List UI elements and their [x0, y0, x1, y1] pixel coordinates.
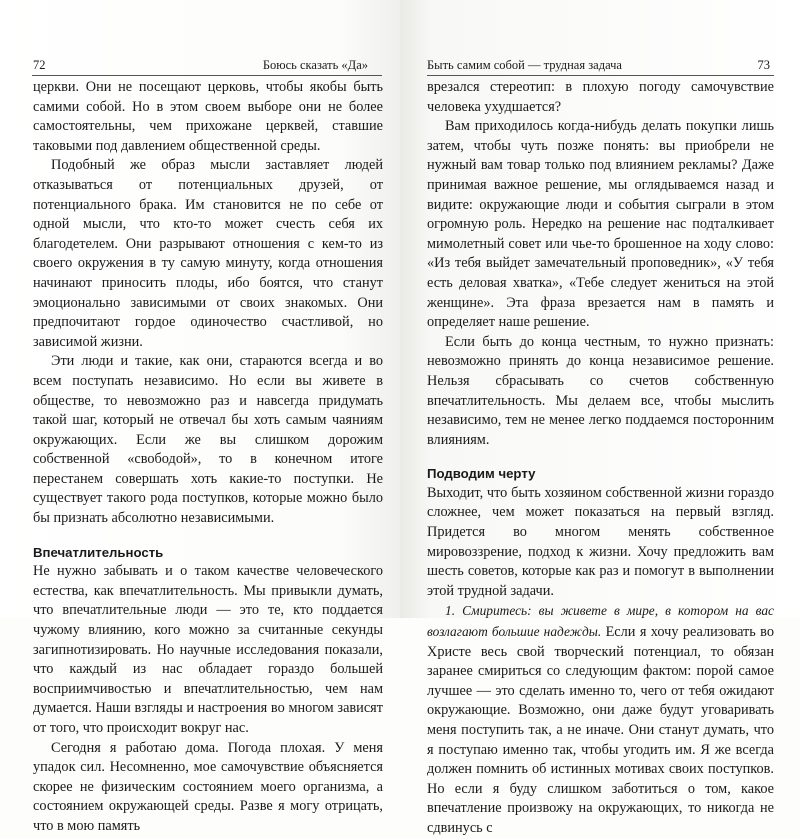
- paragraph: Выходит, что быть хозяином собственной жизни гораздо сложнее, чем может показаться на первый взгляд. Придется во многом менять собственное мировоззрение, подход к жизни. Хочу предложить вам шесть советов, которые как раз и помогут в выполнении этой трудной задачи.: [427, 484, 774, 599]
- right-page: [400, 0, 800, 836]
- advice-paragraph: [427, 601, 774, 838]
- left-header-rule: [32, 75, 382, 76]
- left-page-body: [33, 78, 383, 837]
- paragraph: Если быть до конца честным, то нужно признать: невозможно принять до конца независимое решение. Нельзя сбрасывать со счетов собственную впечатлительность. Мы делаем все, чтобы мыслить независимо, тем не менее легко поддаемся посторонним влияниям.: [427, 333, 774, 448]
- left-page: [0, 0, 400, 834]
- left-running-title: Боюсь сказать «Да»: [262, 58, 368, 72]
- section-heading: Подводим черту: [427, 466, 536, 482]
- advice-text: Если я хочу реализовать во Христе весь свой творческий потенциал, то обязан заранее смириться со следующим фактом: порой самое лучшее — это сделать именно то, чего от тебя ожидают окружающие. Возможно, они даже будут уговаривать меня поступить так, а не иначе. Они станут думать, что я поступаю именно так, чтобы угодить им. Я же всегда должен помнить об истинных мотивах своих поступков. Но если я буду слишком заботиться о том, какое впечатление произвожу на окружающих, то никогда не сдвинусь с: [427, 624, 774, 836]
- paragraph: Подобный же образ мысли заставляет людей отказываться от потенциальных друзей, от потенциального брака. Им становится не по себе от одной мысли, что кто-то может счесть себя их благодетелем. Они разрывают отношения с кем-то из своего окружения в ту самую минуту, когда отношения начинают приносить плоды, ибо боятся, что станут эмоционально зависимыми от своих знакомых. Они предпочитают гордое одиночество счастливой, но зависимой жизни.: [33, 157, 383, 350]
- paragraph: Сегодня я работаю дома. Погода плохая. У меня упадок сил. Несомненно, мое самочувствие объясняется скорее не физическим состоянием моего организма, а состоянием окружающей среды. Разве я могу отрицать, что в мою память: [33, 739, 383, 834]
- paragraph: врезался стереотип: в плохую погоду самочувствие человека ухудшается?: [427, 79, 774, 115]
- right-running-title: Быть самим собой — трудная задача: [427, 58, 622, 72]
- paragraph: Эти люди и такие, как они, стараются всегда и во всем поступать независимо. Но если вы живете в обществе, то невозможно раз и навсегда придумать такой шаг, который не отвечал бы хоть самым чаяниям окружающих. Если же вы слишком дорожим собственной «свободой», то в конечном итоге перестанем совершать хоть какие-то поступки. Не существует такого рода поступков, которые можно было бы признать абсолютно независимыми.: [33, 353, 383, 527]
- paragraph: Не нужно забывать и о таком качестве человеческого естества, как впечатлительность. Мы привыкли думать, что впечатлительные люди — это те, кто поддается чужому влиянию, кого можно за считанные секунды загипнотизировать. Но научные исследования показали, что каждый из нас обладает гораздо большей восприимчивостью и впечатлительностью, чем нам думается. Наши взгляды и настроения во многом зависят от того, что происходит вокруг нас.: [33, 563, 383, 736]
- left-page-number: 72: [33, 58, 46, 72]
- right-page-number: 73: [757, 58, 770, 72]
- paragraph: Вам приходилось когда-нибудь делать покупки лишь затем, чтобы чуть позже понять: вы приобрели не нужный вам товар только под влиянием рекламы? Даже принимая важное решение, мы оглядываемся назад и видите: окружающие люди и события сыграли в этом огромную роль. Нередко на решение нас подталкивает мимолетный совет или чье-то брошенное на ходу слово: «Из тебя выйдет замечательный проповедник», «У тебя есть деловая хватка», «Тебе следует жениться на этой женщине». Эта фраза врезается нам в память и определяет наше решение.: [427, 118, 774, 331]
- section-heading: Впечатлительность: [33, 544, 164, 560]
- right-header-rule: [427, 75, 774, 76]
- advice-title: 1. Смиритесь: вы живете в мире, в котором на вас возлагают большие надежды.: [427, 603, 774, 640]
- paragraph: церкви. Они не посещают церковь, чтобы якобы быть самими собой. Но в этом своем выборе они не более самостоятельны, чем прихожане церквей, ставшие таковыми под давлением общественной среды.: [33, 79, 383, 154]
- right-page-body: [427, 78, 774, 839]
